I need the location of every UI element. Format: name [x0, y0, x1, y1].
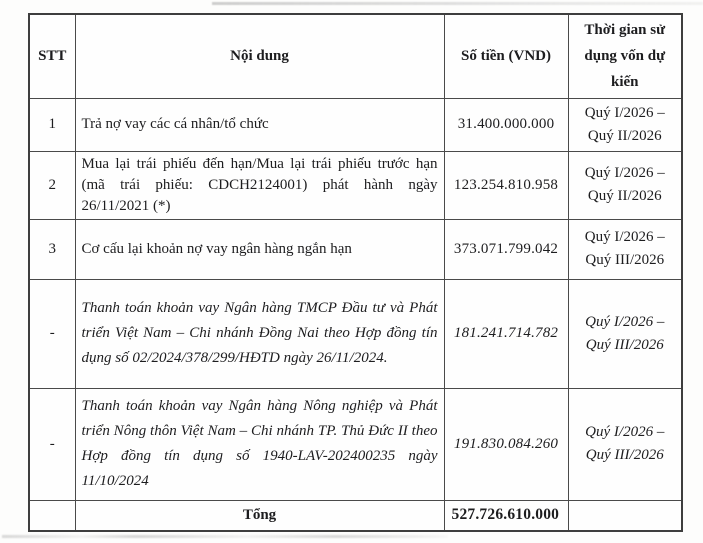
row-stt: 2 — [29, 151, 75, 219]
row-period: Quý I/2026 – Quý III/2026 — [568, 279, 682, 388]
scan-artifact-bottom — [2, 535, 448, 538]
row-period: Quý I/2026 – Quý II/2026 — [568, 98, 682, 151]
header-noi-dung: Nội dung — [75, 14, 444, 98]
row-content: Thanh toán khoản vay Ngân hàng Nông nghiệp và Phát triển Nông thôn Việt Nam – Chi nhánh TP. Thủ Đức II theo Hợp đồng tín dụng số 1940-LAV-202400235 ngày 11/10/2024 — [75, 388, 444, 500]
row-amount: 123.254.810.958 — [444, 151, 568, 219]
scan-artifact-top — [212, 2, 703, 5]
fund-usage-table — [28, 13, 683, 532]
total-label: Tổng — [75, 500, 444, 531]
row-amount: 191.830.084.260 — [444, 388, 568, 500]
row-period: Quý I/2026 – Quý III/2026 — [568, 219, 682, 279]
row-stt: - — [29, 279, 75, 388]
total-amount: 527.726.610.000 — [444, 500, 568, 531]
total-stt — [29, 500, 75, 531]
header-thoi-gian: Thời gian sử dụng vốn dự kiến — [568, 14, 682, 98]
row-stt: 1 — [29, 98, 75, 151]
table-row — [29, 151, 682, 219]
row-amount: 373.071.799.042 — [444, 219, 568, 279]
row-content: Thanh toán khoản vay Ngân hàng TMCP Đầu tư và Phát triển Việt Nam – Chi nhánh Đồng Nai theo Hợp đồng tín dụng số 02/2024/378/299/HĐTD ngày 26/11/2024. — [75, 279, 444, 388]
table-row — [29, 279, 682, 388]
row-content: Trả nợ vay các cá nhân/tổ chức — [75, 98, 444, 151]
row-content: Cơ cấu lại khoản nợ vay ngân hàng ngắn hạn — [75, 219, 444, 279]
table-row — [29, 98, 682, 151]
row-period: Quý I/2026 – Quý III/2026 — [568, 388, 682, 500]
row-stt: - — [29, 388, 75, 500]
header-stt: STT — [29, 14, 75, 98]
row-stt: 3 — [29, 219, 75, 279]
table-total-row — [29, 500, 682, 531]
row-amount: 31.400.000.000 — [444, 98, 568, 151]
table-row — [29, 219, 682, 279]
header-so-tien: Số tiền (VND) — [444, 14, 568, 98]
table-row — [29, 388, 682, 500]
row-content: Mua lại trái phiếu đến hạn/Mua lại trái phiếu trước hạn (mã trái phiếu: CDCH2124001) phát hành ngày 26/11/2021 (*) — [75, 151, 444, 219]
row-amount: 181.241.714.782 — [444, 279, 568, 388]
table-header-row — [29, 14, 682, 98]
total-period — [568, 500, 682, 531]
row-period: Quý I/2026 – Quý II/2026 — [568, 151, 682, 219]
